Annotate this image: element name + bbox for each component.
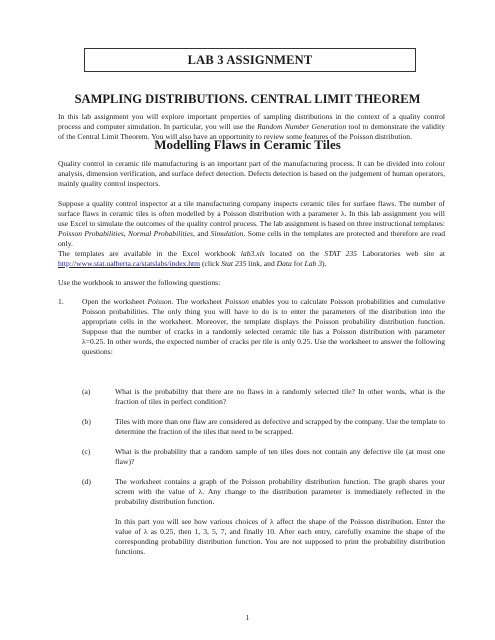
sub-question-text: Tiles with more than one flaw are considered as defective and scrapped by the company. Use the template to determine the fraction of the tiles that need to be scrapped. [115,417,445,436]
paragraph-templates [58,249,445,269]
question-number: 1. [58,297,64,306]
sub-question-label: (b) [82,417,91,426]
para3-text-6: for [291,259,305,268]
q1-text-2: . The worksheet [171,297,225,306]
sub-question-label: (d) [82,477,91,486]
para2-sep-2: , and [192,229,211,238]
question-1-text [82,297,445,357]
section-heading: SAMPLING DISTRIBUTIONS. CENTRAL LIMIT THEOREM [74,92,421,106]
template-poisson: Poisson Probabilities [58,229,124,238]
click-lab3: Lab 3 [304,259,323,268]
para2-text-2: . Some cells in the templates are protected and therefore are read only. [58,229,446,248]
workbook-name: lab3.xls [240,249,265,258]
para3-text-3: Laboratories web site at [356,249,445,258]
para3-text-7: ). [322,259,327,268]
sub-question-text: What is the probability that there are no flaws in a randomly selected tile? In other words, what is the fraction of tiles in perfect condition? [115,387,445,406]
sub-question-text: The worksheet contains a graph of the Poisson probability distribution function. The graph shares your screen with the value of λ. Any change to the distribution parameter is immediately reflected in the probability distribution function. [115,477,445,506]
template-simulation: Simulation [210,229,244,238]
para3-text-2: located on the [264,249,325,258]
click-data: Data [276,259,292,268]
q1-text-1: Open the worksheet [82,297,148,306]
sub-question-label: (a) [82,387,91,396]
course-name: STAT 235 [324,249,357,258]
intro-tool-name: Random Number Generation [257,122,347,131]
labs-website-link[interactable]: http://www.stat.ualberta.ca/statslabs/index.htm [58,259,201,268]
intro-text-1: In this lab assignment you will explore important properties of sampling distributions in the context of a quality control process and computer simulation. In particular, you will use the [58,112,445,131]
template-normal: Normal Probabilities [128,229,193,238]
intro-text-2: tool to demonstrate the validity of the Central Limit Theorem. You will also have an opportunity to review some features of the Poisson distribution. [58,122,445,141]
click-stat235: Stat 235 [221,259,247,268]
page-number: 1 [245,613,250,622]
sub-question-text: What is the probability that a random sample of ten tiles does not contain any defective tile (at most one flaw)? [115,447,445,466]
paragraph-quality-control: Quality control in ceramic tile manufacturing is an important part of the manufacturing process. It can be divided into colour analysis, dimension verification, and surface defect detection. Defects detection is based on the judgement of human operators, mainly quality control inspectors. [58,159,445,188]
para3-text-5: link, and [246,259,277,268]
para2-sep-1: , [123,229,129,238]
page-title-box [84,48,416,72]
q1-text-3: enables you to calculate Poisson probabilities and cumulative Poisson probabilities. The only thing you will have to do is to enter the parameters of the distribution into the appropriate cells in the worksheet. Moreover, the template displays the Poisson probability distribution function. Suppose that the number of cracks in a randomly selected ceramic tile has a Poisson distribution with parameter λ=0.25. In other words, the expected number of cracks per tile is only 0.25. Use the worksheet to answer the following questions: [82,297,445,356]
para3-text-4: (click [200,259,222,268]
sub-question-d-extra: In this part you will see how various choices of λ affect the shape of the Poisson distribution. Enter the value of λ as 0.25, then 1, 3, 5, 7, and finally 10. After each entry, carefully examine the shape of the corresponding probability distribution function. You are not supposed to print the probability distribution functions. [115,517,445,556]
sub-question-label: (c) [82,447,91,456]
paragraph-inspector [58,199,445,249]
page-title: LAB 3 ASSIGNMENT [187,52,313,67]
para2-text-1: Suppose a quality control inspector at a tile manufacturing company inspects ceramic tiles for surfaee flaws. The number of surface flaws in ceramic tiles is often modelled by a Poisson distribution with a parameter λ. In this lab assignment you will use Excel to simulate the outcomes of the quality control process. The lab assignment is based on three instructional templates: [58,199,445,228]
worksheet-name: Poisson [147,297,172,306]
paragraph-instructions: Use the workbook to answer the following questions: [58,278,221,287]
para3-text-1: The templates are available in the Excel workbook [58,249,241,258]
worksheet-name-2: Poisson [224,297,249,306]
subheading: Modelling Flaws in Ceramic Tiles [154,137,341,152]
